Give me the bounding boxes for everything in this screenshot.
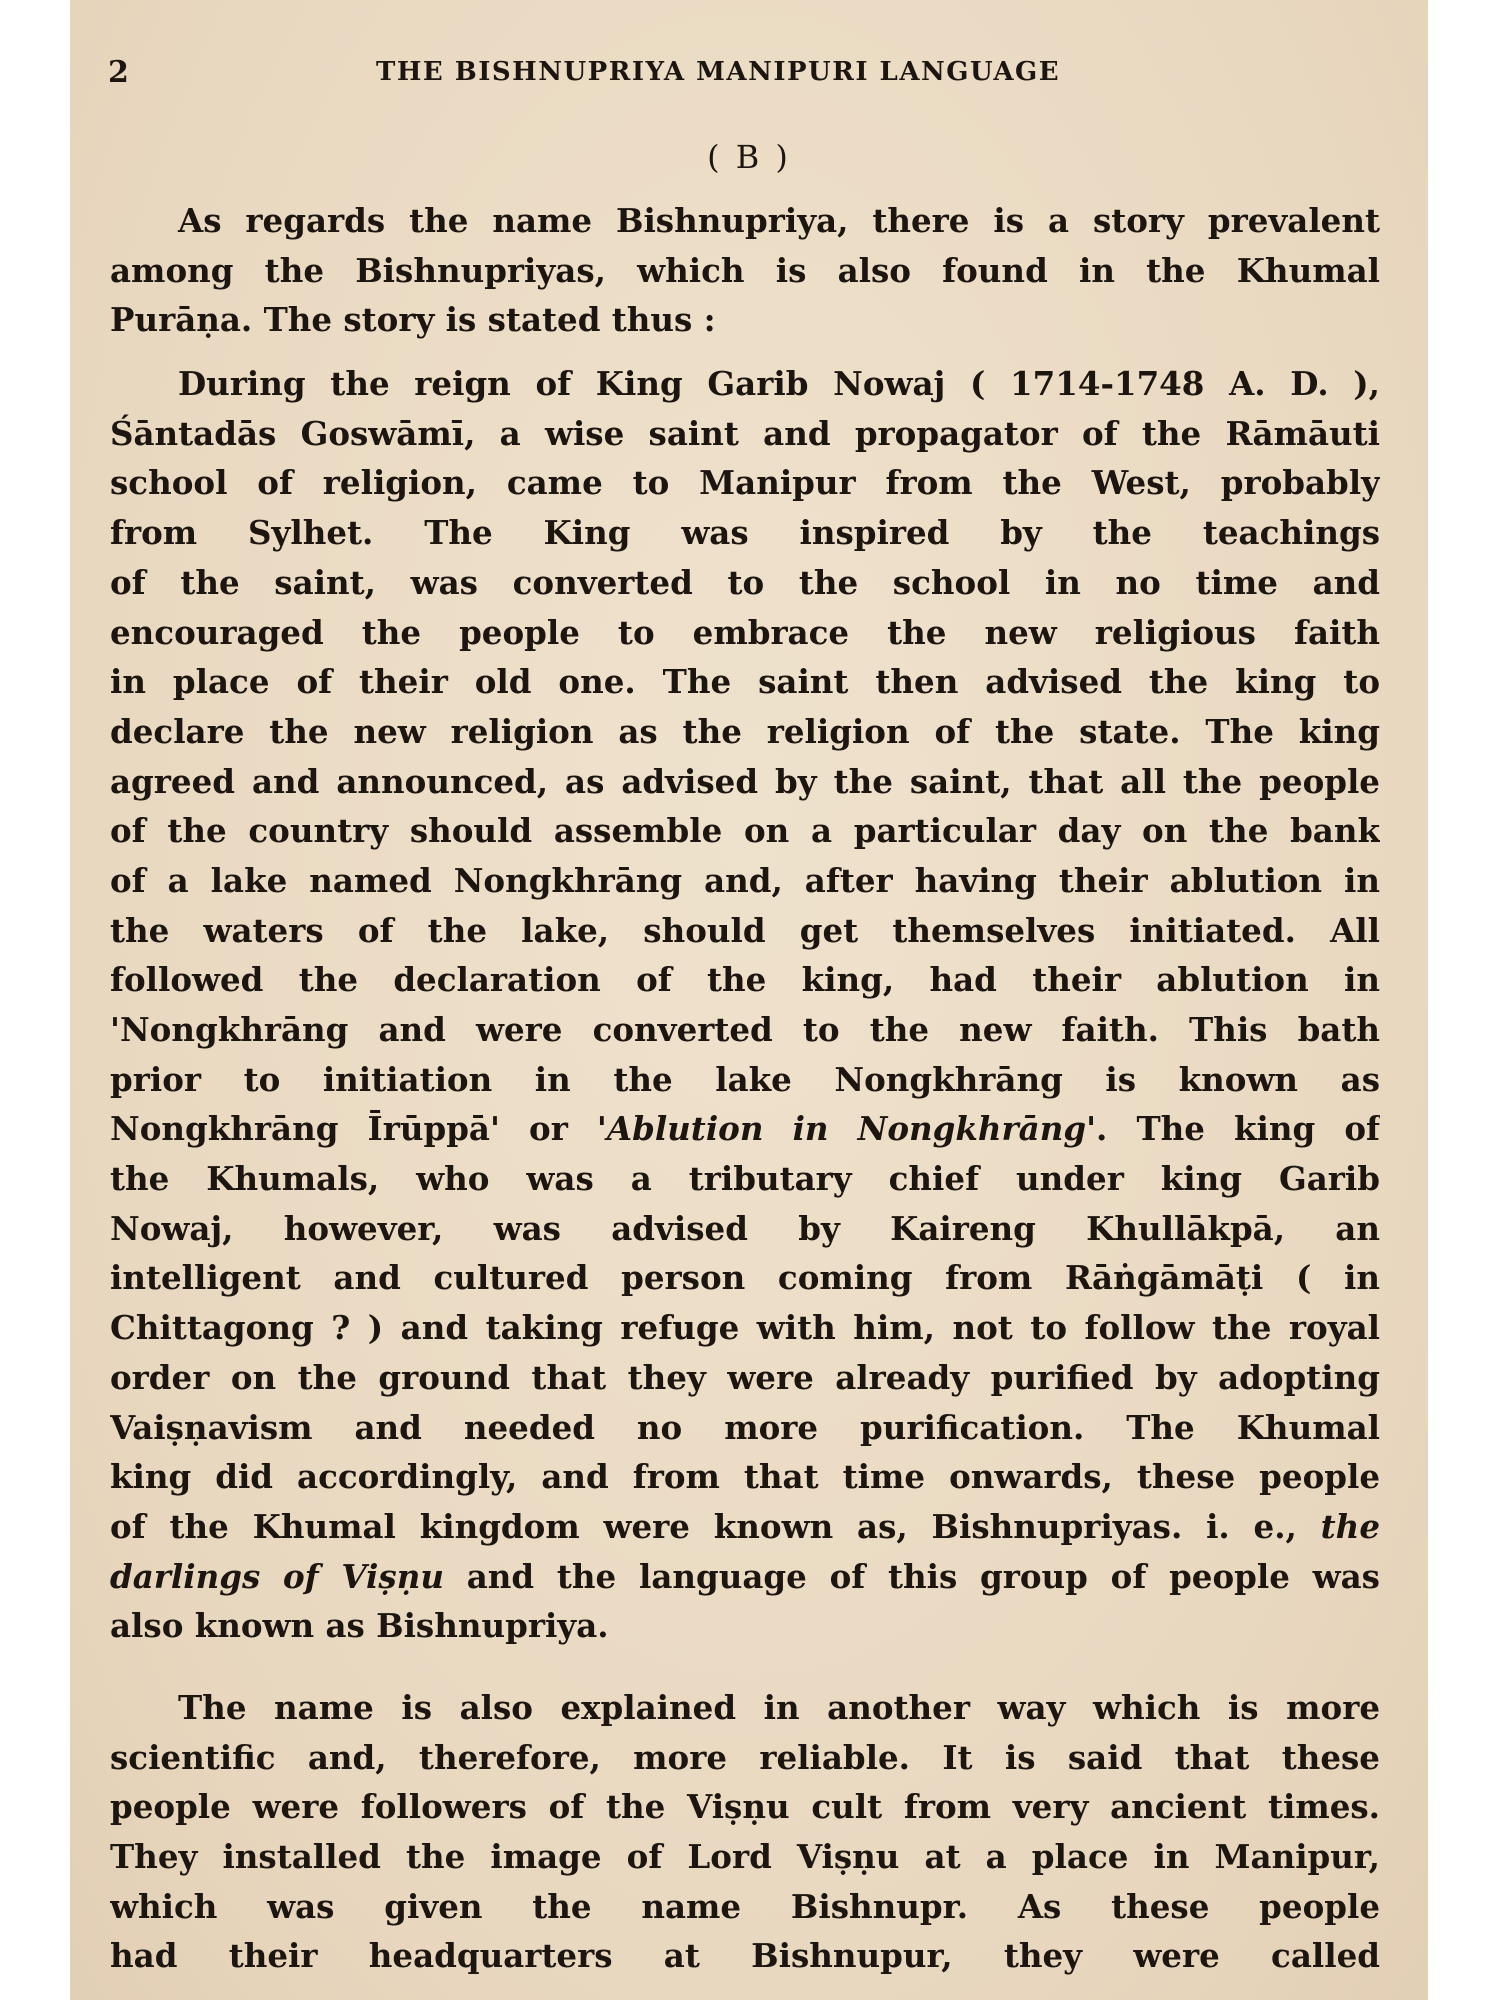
text-run: and the language of this group of people was [466, 1556, 1380, 1596]
text-line-with-italic [110, 1104, 1380, 1154]
text-line: Śāntadās Goswāmī, a wise saint and propagator of the Rāmāuti [110, 413, 1380, 453]
text-line: prior to initiation in the lake Nongkhrāng is known as [110, 1059, 1380, 1099]
text-line: the waters of the lake, should get themselves initiated. All [110, 910, 1380, 950]
text-line: 'Nongkhrāng and were converted to the new faith. This bath [110, 1010, 1380, 1049]
text-line: school of religion, came to Manipur from the West, probably [110, 463, 1380, 503]
text-line: intelligent and cultured person coming from Rāṅgāmāṭi ( in [110, 1258, 1380, 1298]
text-line: declare the new religion as the religion of the state. The king [110, 711, 1380, 751]
italic-phrase: the [1320, 1506, 1380, 1546]
text-line: The name is also explained in another way which is more [178, 1687, 1380, 1727]
text-line: among the Bishnupriyas, which is also found in the Khumal [110, 250, 1380, 290]
text-run: of the Khumal kingdom were known as, Bishnupriyas. i. e., [110, 1506, 1297, 1546]
text-line: As regards the name Bishnupriya, there is a story prevalent [178, 201, 1380, 240]
running-head [108, 55, 1208, 95]
text-line: which was given the name Bishnupr. As these people [110, 1886, 1380, 1926]
text-line: king did accordingly, and from that time onwards, these people [110, 1457, 1380, 1497]
text-line: in place of their old one. The saint then advised the king to [110, 662, 1380, 702]
text-run: '. The king of [1086, 1109, 1380, 1149]
text-line: also known as Bishnupriya. [110, 1606, 609, 1646]
text-line: scientific and, therefore, more reliable. It is said that these [110, 1737, 1380, 1777]
italic-phrase: darlings of Viṣṇu [110, 1556, 444, 1596]
text-line-with-italic [110, 1552, 1380, 1602]
paragraph-gap [110, 1665, 1380, 1683]
text-line: followed the declaration of the king, had their ablution in [110, 960, 1380, 1000]
italic-phrase: Ablution in Nongkhrāng [606, 1109, 1087, 1149]
text-line: people were followers of the Viṣṇu cult from very ancient times. [110, 1787, 1380, 1827]
text-line: from Sylhet. The King was inspired by the teachings [110, 513, 1380, 553]
text-line: During the reign of King Garib Nowaj ( 1714-1748 A. D. ), [178, 364, 1380, 404]
text-line: order on the ground that they were already purified by adopting [110, 1357, 1380, 1397]
paragraph-3 [110, 1683, 1380, 1981]
book-title: THE BISHNUPRIYA MANIPURI LANGUAGE [375, 57, 1061, 87]
text-line: of the country should assemble on a particular day on the bank [110, 811, 1380, 851]
body-text [110, 196, 1380, 1995]
text-line: of the saint, was converted to the school in no time and [110, 562, 1380, 602]
text-line: Vaiṣṇavism and needed no more purification. The Khumal [110, 1407, 1380, 1447]
text-line: agreed and announced, as advised by the saint, that all the people [110, 761, 1380, 801]
text-run: Nongkhrāng Īrūppā' or ' [110, 1109, 607, 1149]
text-line: They installed the image of Lord Viṣṇu at a place in Manipur, [110, 1837, 1380, 1876]
text-line: the Khumals, who was a tributary chief under king Garib [110, 1159, 1380, 1199]
text-line: of a lake named Nongkhrāng and, after having their ablution in [110, 860, 1380, 900]
book-page [70, 0, 1428, 2000]
text-line: had their headquarters at Bishnupur, they were called [110, 1936, 1380, 1976]
text-line-with-italic [110, 1502, 1380, 1552]
text-line: Nowaj, however, was advised by Kaireng Khullākpā, an [110, 1208, 1380, 1248]
text-line: Purāṇa. The story is stated thus : [110, 300, 716, 340]
page-number: 2 [108, 55, 129, 90]
section-label: ( B ) [707, 138, 791, 176]
text-line: Chittagong ? ) and taking refuge with him, not to follow the royal [110, 1308, 1380, 1348]
paragraph-1 [110, 196, 1380, 345]
text-line: encouraged the people to embrace the new religious faith [110, 612, 1380, 652]
paragraph-2 [110, 359, 1380, 1651]
